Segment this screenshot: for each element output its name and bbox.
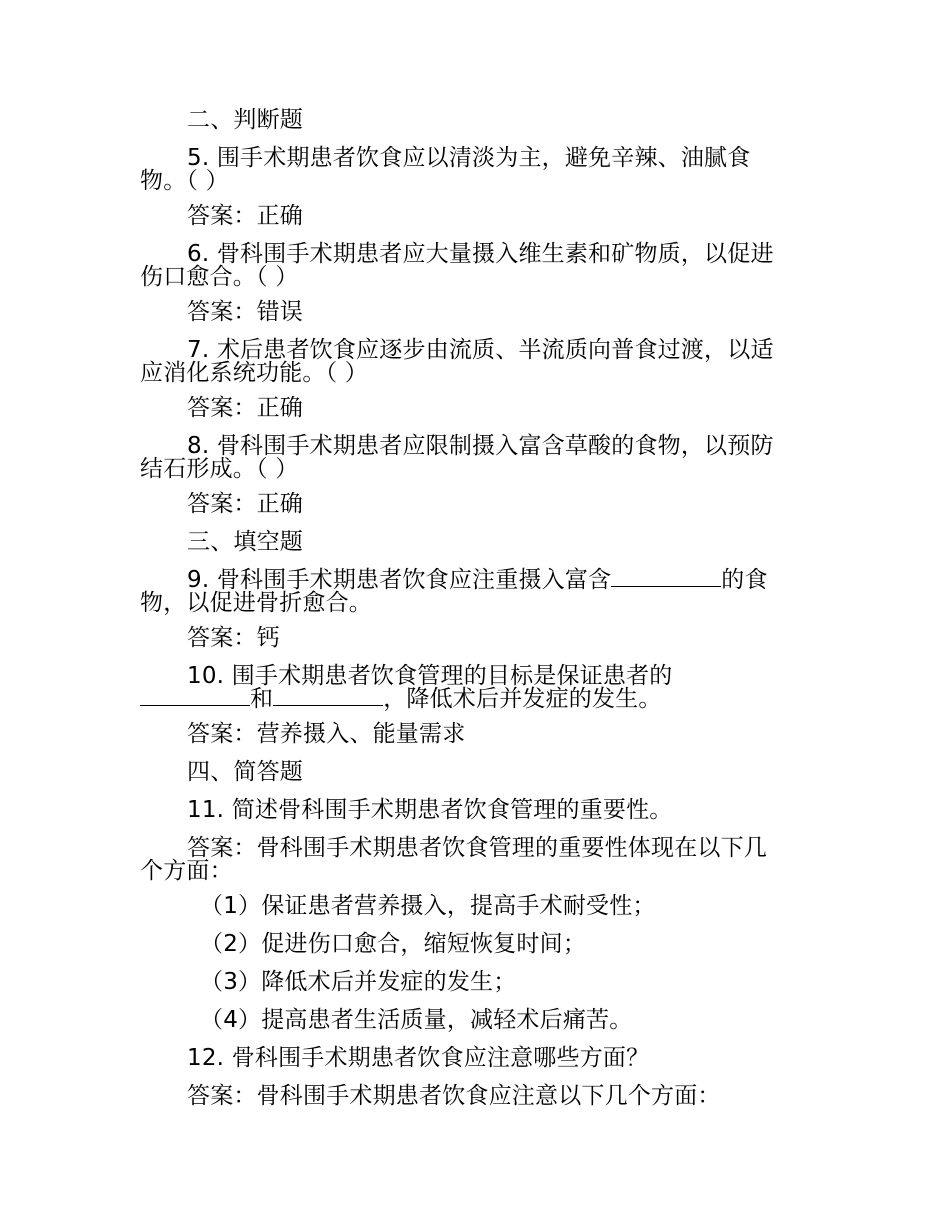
question-6-line-2: 伤口愈合。（ ） <box>140 264 299 290</box>
question-7-line-2: 应消化系统功能。（ ） <box>140 360 369 386</box>
question-11-line-1: 11. 简述骨科围手术期患者饮食管理的重要性。 <box>187 797 673 823</box>
question-10-answer: 答案：营养摄入、能量需求 <box>187 721 466 747</box>
question-10-text-between-blanks: 和 <box>250 686 274 712</box>
question-11-point-3: （3）降低术后并发症的发生； <box>200 969 517 995</box>
question-6-line-1: 6. 骨科围手术期患者应大量摄入维生素和矿物质，以促进 <box>187 241 774 267</box>
question-10-line-1: 10. 围手术期患者饮食管理的目标是保证患者的 <box>187 663 673 689</box>
question-8-line-2: 结石形成。（ ） <box>140 456 299 482</box>
question-9-text-after-blank: 的食 <box>721 567 768 593</box>
question-5-answer: 答案：正确 <box>187 203 303 229</box>
question-10-text-after-blanks: ，降低术后并发症的发生。 <box>383 686 662 712</box>
question-12-line-1: 12. 骨科围手术期患者饮食应注意哪些方面？ <box>187 1045 650 1071</box>
question-9-line-2: 物，以促进骨折愈合。 <box>140 590 372 616</box>
question-11-answer-line-2: 个方面： <box>140 858 233 884</box>
fill-in-blank <box>273 687 383 706</box>
question-12-answer-line-1: 答案：骨科围手术期患者饮食应注意以下几个方面： <box>187 1083 721 1109</box>
question-8-answer: 答案：正确 <box>187 491 303 517</box>
question-11-point-2: （2）促进伤口愈合，缩短恢复时间； <box>200 931 587 957</box>
section-heading-fill-in: 三、填空题 <box>187 529 303 555</box>
question-10-line-2 <box>140 687 662 711</box>
question-9-text-before-blank: 9. 骨科围手术期患者饮食应注重摄入富含 <box>187 567 612 593</box>
question-11-point-1: （1）保证患者营养摄入，提高手术耐受性； <box>200 893 656 919</box>
question-5-line-2: 物。（ ） <box>140 168 229 194</box>
question-7-answer: 答案：正确 <box>187 395 303 421</box>
fill-in-blank <box>611 568 721 587</box>
question-11-answer-line-1: 答案：骨科围手术期患者饮食管理的重要性体现在以下几 <box>187 835 767 861</box>
question-9-line-1 <box>187 568 768 592</box>
section-heading-short-answer: 四、简答题 <box>187 759 303 785</box>
fill-in-blank <box>140 687 250 706</box>
question-9-answer: 答案：钙 <box>187 625 280 651</box>
question-7-line-1: 7. 术后患者饮食应逐步由流质、半流质向普食过渡，以适 <box>187 337 774 363</box>
question-6-answer: 答案：错误 <box>187 299 303 325</box>
question-11-point-4: （4）提高患者生活质量，减轻术后痛苦。 <box>200 1007 633 1033</box>
section-heading-judgment: 二、判断题 <box>187 107 303 133</box>
question-8-line-1: 8. 骨科围手术期患者应限制摄入富含草酸的食物，以预防 <box>187 433 774 459</box>
question-5-line-1: 5. 围手术期患者饮食应以清淡为主，避免辛辣、油腻食 <box>187 145 751 171</box>
